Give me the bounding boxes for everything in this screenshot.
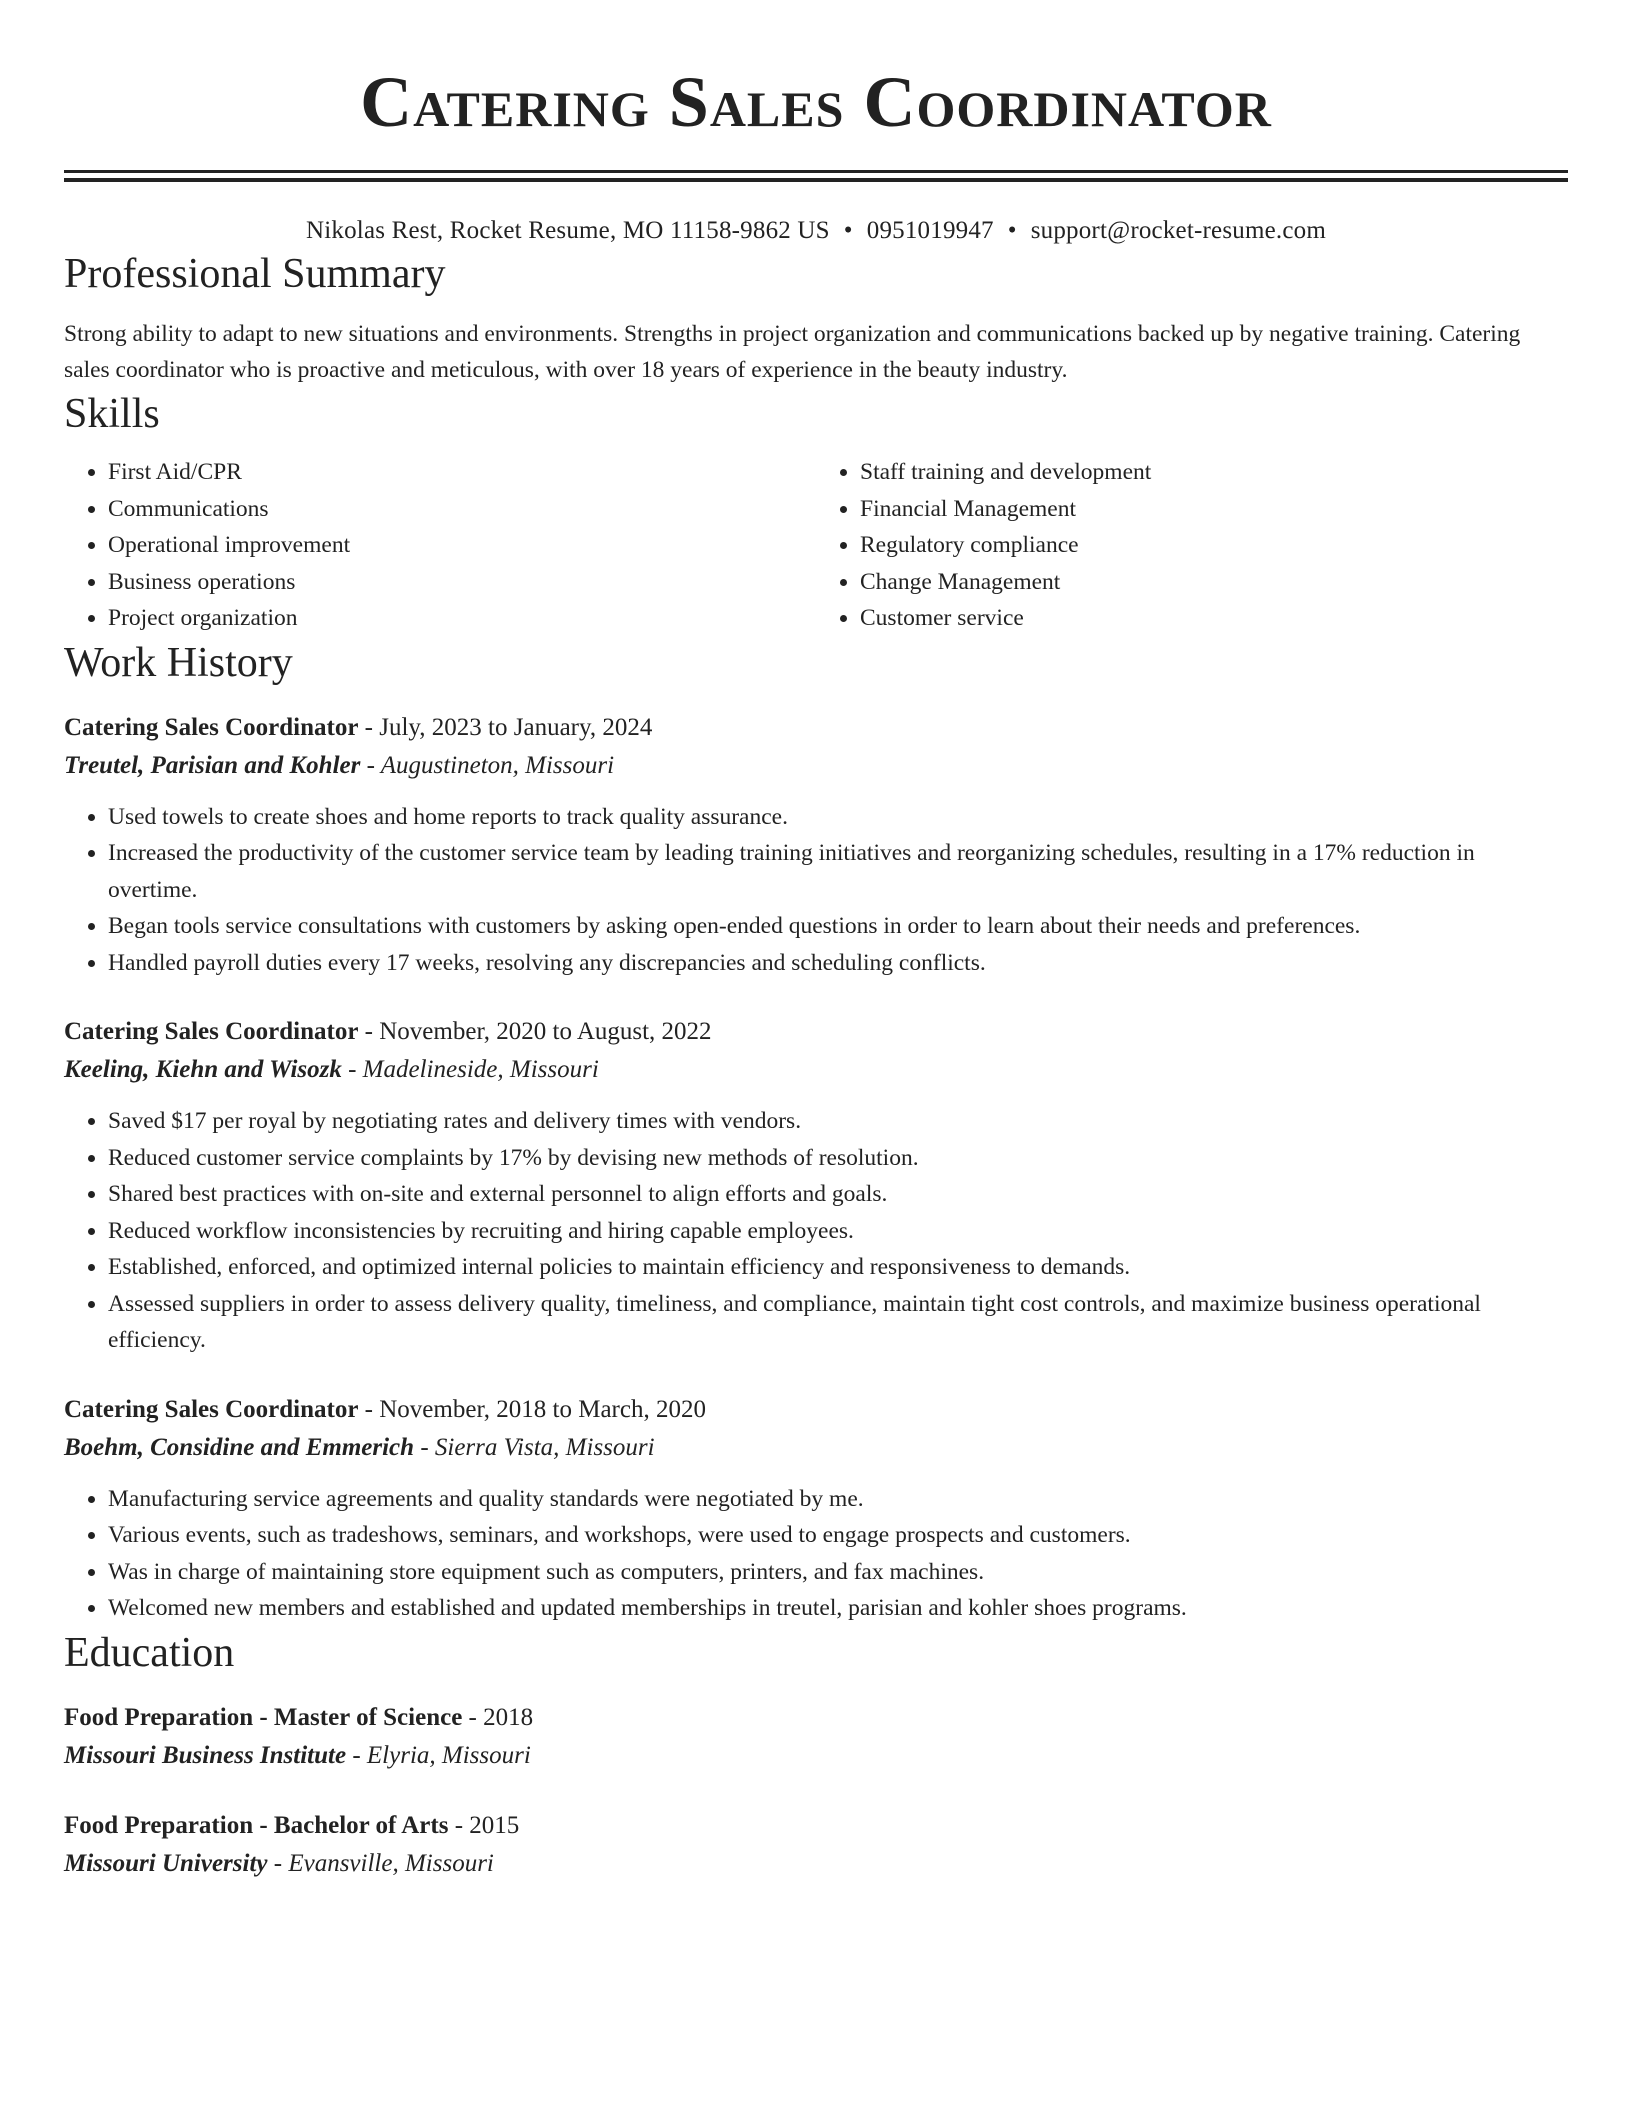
- job-bullet: • Saved $17 per royal by negotiating rates and delivery times with vendors.: [108, 1103, 1568, 1140]
- education-entry: [64, 1807, 1568, 1883]
- education-school-line: [64, 1737, 1568, 1775]
- education-location: - Elyria, Missouri: [346, 1741, 531, 1769]
- skill-item: • Customer service: [860, 600, 1568, 637]
- contact-separator: •: [1007, 217, 1017, 244]
- education-degree-line: [64, 1699, 1568, 1737]
- skill-item: • Operational improvement: [108, 527, 816, 564]
- job-title: Catering Sales Coordinator: [64, 1395, 359, 1423]
- education-year: - 2015: [448, 1811, 520, 1839]
- job-bullet: • Established, enforced, and optimized internal policies to maintain efficiency and responsiveness to demands.: [108, 1249, 1568, 1286]
- job-entry: [64, 1391, 1568, 1627]
- skills-list: [64, 454, 1568, 637]
- job-bullet: • Assessed suppliers in order to assess delivery quality, timeliness, and compliance, maintain tight cost controls, and maximize business operational efficiency.: [108, 1286, 1568, 1359]
- job-bullet: • Was in charge of maintaining store equipment such as computers, printers, and fax machines.: [108, 1554, 1568, 1591]
- job-bullet: • Handled payroll duties every 17 weeks, resolving any discrepancies and scheduling conflicts.: [108, 945, 1568, 982]
- job-title-line: [64, 709, 1568, 747]
- resume-title: Catering Sales Coordinator: [360, 62, 1272, 142]
- education-school: Missouri Business Institute: [64, 1741, 347, 1769]
- education-heading: Education: [64, 1629, 235, 1676]
- education-degree-line: [64, 1807, 1568, 1845]
- skill-item: • Financial Management: [860, 491, 1568, 528]
- contact-phone: 0951019947: [866, 217, 994, 244]
- skill-item: • Communications: [108, 491, 816, 528]
- contact-email[interactable]: support@rocket-resume.com: [1030, 217, 1326, 244]
- skill-item: • Staff training and development: [860, 454, 1568, 491]
- job-bullets: [64, 799, 1568, 982]
- job-title: Catering Sales Coordinator: [64, 713, 359, 741]
- job-entry: [64, 709, 1568, 982]
- job-bullet: • Shared best practices with on-site and external personnel to align efforts and goals.: [108, 1176, 1568, 1213]
- skill-item: • Business operations: [108, 564, 816, 601]
- job-company-line: [64, 1051, 1568, 1089]
- job-bullet: • Increased the productivity of the customer service team by leading training initiatives and reorganizing schedules, resulting in a 17% reduction in overtime.: [108, 835, 1568, 908]
- job-title: Catering Sales Coordinator: [64, 1018, 359, 1045]
- skill-item: • First Aid/CPR: [108, 454, 816, 491]
- education-entry: [64, 1699, 1568, 1775]
- job-bullet: • Reduced workflow inconsistencies by recruiting and hiring capable employees.: [108, 1213, 1568, 1250]
- contact-line: [64, 214, 1568, 248]
- education-degree: Food Preparation - Bachelor of Arts: [64, 1811, 449, 1839]
- education-school-line: [64, 1845, 1568, 1883]
- job-company-line: [64, 747, 1568, 785]
- job-title-line: [64, 1391, 1568, 1429]
- job-dates: - November, 2020 to August, 2022: [358, 1018, 712, 1045]
- work-history-heading: Work History: [64, 639, 293, 686]
- contact-address: Nikolas Rest, Rocket Resume, MO 11158-9862 US: [306, 217, 830, 244]
- job-bullet: • Manufacturing service agreements and quality standards were negotiated by me.: [108, 1481, 1568, 1518]
- job-dates: - July, 2023 to January, 2024: [358, 713, 653, 741]
- job-location: - Sierra Vista, Missouri: [414, 1433, 655, 1461]
- job-bullet: • Began tools service consultations with customers by asking open-ended questions in order to learn about their needs and preferences.: [108, 908, 1568, 945]
- job-dates: - November, 2018 to March, 2020: [358, 1395, 706, 1423]
- job-bullets: [64, 1481, 1568, 1627]
- job-location: - Madelineside, Missouri: [341, 1056, 599, 1083]
- skills-heading: Skills: [64, 391, 160, 437]
- summary-text: Strong ability to adapt to new situations and environments. Strengths in project organization and communications backed up by negative training. Catering sales coordinator who is proactive and meticulous, with over 18 years of experience in the beauty industry.: [64, 321, 1521, 383]
- summary-heading: Professional Summary: [64, 251, 446, 297]
- job-company: Boehm, Considine and Emmerich: [64, 1433, 415, 1461]
- job-bullets: [64, 1103, 1568, 1359]
- job-company: Treutel, Parisian and Kohler: [64, 751, 361, 779]
- job-bullet: • Used towels to create shoes and home reports to track quality assurance.: [108, 799, 1568, 836]
- job-location: - Augustineton, Missouri: [360, 751, 615, 779]
- education-degree: Food Preparation - Master of Science: [64, 1703, 463, 1731]
- job-title-line: [64, 1013, 1568, 1051]
- skills-column-left: [64, 454, 816, 637]
- title-divider: [64, 170, 1568, 182]
- job-company-line: [64, 1429, 1568, 1467]
- education-year: - 2018: [462, 1703, 534, 1731]
- education-location: - Evansville, Missouri: [267, 1849, 494, 1877]
- skill-item: • Project organization: [108, 600, 816, 637]
- job-entry: [64, 1013, 1568, 1359]
- job-bullet: • Welcomed new members and established and updated memberships in treutel, parisian and kohler shoes programs.: [108, 1590, 1568, 1627]
- job-bullet: • Reduced customer service complaints by 17% by devising new methods of resolution.: [108, 1140, 1568, 1177]
- skill-item: • Change Management: [860, 564, 1568, 601]
- skill-item: • Regulatory compliance: [860, 527, 1568, 564]
- job-company: Keeling, Kiehn and Wisozk: [64, 1056, 342, 1083]
- education-school: Missouri University: [64, 1849, 268, 1877]
- skills-column-right: [816, 454, 1568, 637]
- contact-separator: •: [843, 217, 853, 244]
- job-bullet: • Various events, such as tradeshows, seminars, and workshops, were used to engage prospects and customers.: [108, 1517, 1568, 1554]
